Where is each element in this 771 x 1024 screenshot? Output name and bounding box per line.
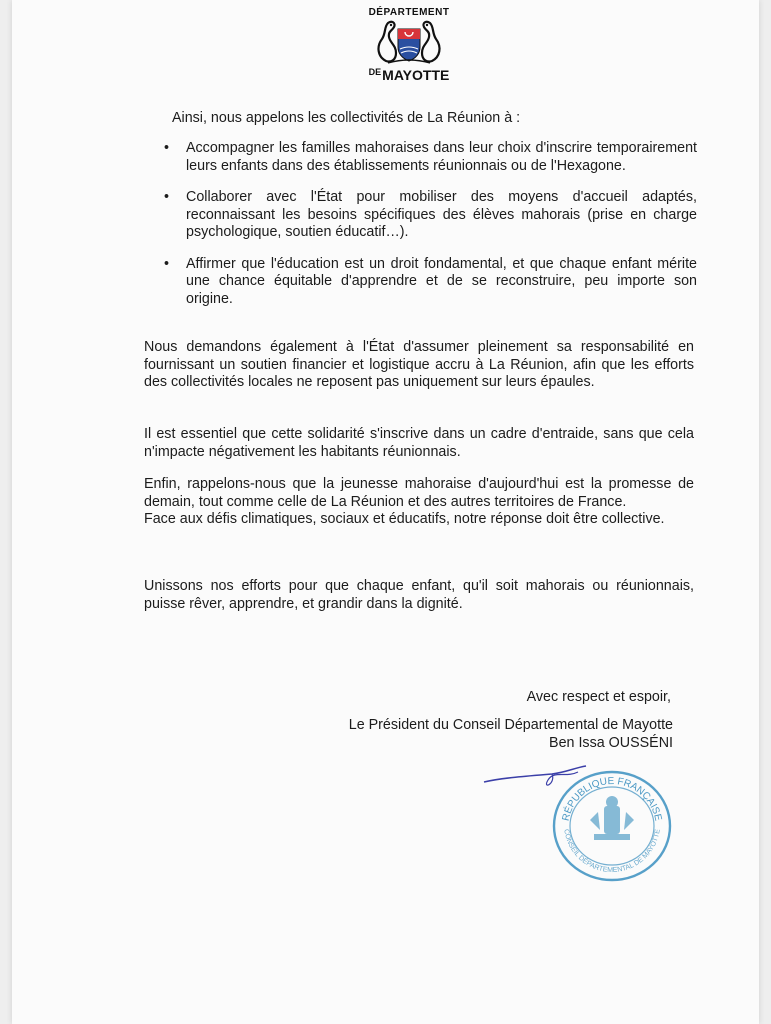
state-responsibility-paragraph: Nous demandons également à l'État d'assumer pleinement sa responsabilité en fournissant un soutien financier et logistique accru à La Réunion, afin que les efforts des collectivités locales ne reposent pas uniquement sur leurs épaules.: [144, 339, 694, 390]
list-item: • Affirmer que l'éducation est un droit fondamental, et que chaque enfant mérite une chance équitable d'apprendre et de se reconstruire, peu importe son origine.: [162, 256, 697, 309]
youth-paragraph: [144, 476, 694, 529]
coat-of-arms-icon: [374, 17, 444, 67]
signatory-name: Ben Issa OUSSÉNI: [549, 735, 673, 751]
svg-text:RÉPUBLIQUE FRANÇAISE: RÉPUBLIQUE FRANÇAISE: [560, 775, 664, 823]
intro-text: Ainsi, nous appelons les collectivités de La Réunion à :: [172, 110, 521, 126]
closing-salutation: Avec respect et espoir,: [526, 689, 671, 705]
logo-bottom-text: $^{DE}$MAYOTTE: [368, 67, 450, 83]
youth-paragraph-line: Enfin, rappelons-nous que la jeunesse mahoraise d'aujourd'hui est la promesse de demain, tout comme celle de La Réunion et des autres territoires de France.: [144, 476, 694, 510]
list-item: • Collaborer avec l'État pour mobiliser des moyens d'accueil adaptés, reconnaissant les besoins spécifiques des élèves mahorais (prise en charge psychologique, soutien éducatif…).: [162, 189, 697, 242]
unity-paragraph: Unissons nos efforts pour que chaque enfant, qu'il soit mahorais ou réunionnais, puisse rêver, apprendre, et grandir dans la dignité.: [144, 578, 694, 612]
youth-paragraph-line: Face aux défis climatiques, sociaux et éducatifs, notre réponse doit être collective.: [144, 511, 665, 527]
list-item: • Accompagner les familles mahoraises dans leur choix d'inscrire temporairement leurs enfants dans des établissements réunionnais ou de l'Hexagone.: [162, 140, 697, 175]
logo-top-text: DÉPARTEMENT: [368, 7, 450, 18]
document-page: [12, 0, 759, 1024]
demands-list: [162, 140, 697, 322]
svg-text:CONSEIL DÉPARTEMENTAL DE MAYOT: CONSEIL DÉPARTEMENTAL DE MAYOTTE: [562, 828, 662, 875]
department-logo: [364, 4, 454, 86]
solidarity-paragraph: Il est essentiel que cette solidarité s'inscrive dans un cadre d'entraide, sans que cela n'impacte négativement les habitants réunionnais.: [144, 426, 694, 460]
signatory-title: Le Président du Conseil Départemental de Mayotte: [348, 717, 673, 733]
official-stamp: [550, 768, 674, 886]
